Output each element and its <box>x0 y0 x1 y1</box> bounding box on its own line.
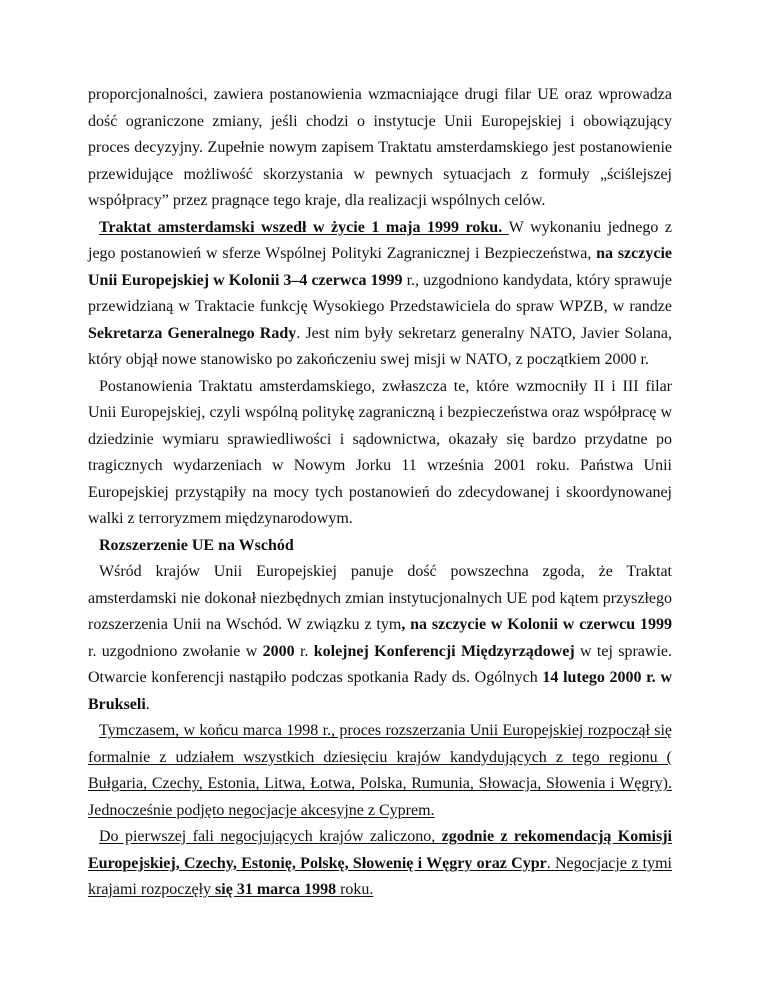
text-segment: 14 lutego 2000 r. w Brukseli <box>88 669 672 713</box>
text-segment: proporcjonalności, zawiera postanowienia wzmacniające drugi filar UE oraz wprowadza dość ograniczone zmiany, jeśli chodzi o instytucje Unii Europejskiej i obowiązujący proces decyzyjny. Zupełnie nowym zapisem Traktatu amsterdamskiego jest postanowienie przewidujące możliwość skorzystania w pewnych sytuacjach z formuły „ściślejszej współpracy” przez pragnące tego kraje, dla realizacji wspólnych celów. <box>88 86 672 209</box>
paragraph-provisions <box>88 374 672 533</box>
text-segment: r. uzgodniono zwołanie w <box>88 642 263 660</box>
text-segment: Do pierwszej fali negocjujących krajów zaliczono, <box>99 828 442 845</box>
text-segment: Sekretarza Generalnego Rady <box>88 324 297 342</box>
text-segment: na szczycie Unii Europejskiej w Kolonii 3–4 czerwca 1999 <box>88 245 673 289</box>
text-segment: r. <box>294 642 314 660</box>
text-segment: 2000 <box>262 642 295 660</box>
text-segment: zgodnie z rekomendacją Komisji Europejskiej, Czechy, Estonię, Polskę, Słowenię i Węgry oraz Cypr <box>88 828 672 872</box>
text-segment: . <box>145 695 150 713</box>
document-body <box>88 82 672 904</box>
text-segment: Postanowienia Traktatu amsterdamskiego, zwłaszcza te, które wzmocniły II i III filar Unii Europejskiej, czyli wspólną politykę zagraniczną i bezpieczeństwa oraz współpracę w dziedzinie wymiaru sprawiedliwości i sądownictwa, okazały się bardzo przydatne po tragicznych wydarzeniach w Nowym Jorku 11 września 2001 roku. Państwa Unii Europejskiej przystąpiły na mocy tych postanowień do zdecydowanej i skoordynowanej walki z terroryzmem międzynarodowym. <box>88 377 672 527</box>
text-segment: w tej sprawie. Otwarcie konferencji nastąpiło podczas spotkania Rady ds. Ogólnych <box>88 642 673 686</box>
paragraph-consensus <box>88 559 672 718</box>
text-segment: roku. <box>336 881 374 898</box>
paragraph-intro-continuation <box>88 82 672 215</box>
text-segment: Traktat amsterdamski wszedł w życie 1 maja 1999 roku. <box>99 218 509 236</box>
paragraph-first-wave <box>88 824 672 904</box>
text-segment: r., uzgodniono kandydata, który sprawuje przewidzianą w Traktacie funkcję Wysokiego Przedstawiciela do spraw WPZB, w randze <box>88 271 672 315</box>
text-segment: Wśród krajów Unii Europejskiej panuje dość powszechna zgoda, że Traktat amsterdamski nie dokonał niezbędnych zmian instytucjonalnych UE pod kątem przyszłego rozszerzenia Unii na Wschód. W związku z tym <box>88 563 672 633</box>
text-segment: W wykonaniu jednego z jego postanowień w sferze Wspólnej Polityki Zagranicznej i Bezpieczeństwa, <box>88 218 673 262</box>
section-heading: Rozszerzenie UE na Wschód <box>99 536 294 554</box>
paragraph-enlargement-process <box>88 718 672 824</box>
text-segment: , na szczycie w Kolonii w czerwcu 1999 <box>401 616 672 633</box>
text-segment: się 31 marca 1998 <box>215 881 337 898</box>
paragraph-group-after-heading <box>88 559 672 904</box>
text-segment: Tymczasem, w końcu marca 1998 r., proces rozszerzania Unii Europejskiej rozpoczął się formalnie z udziałem wszystkich dziesięciu krajów kandydujących z tego regionu ( Bułgaria, Czechy, Estonia, Litwa, Łotwa, Polska, Rumunia, Słowacja, Słowenia i Węgry). Jednocześnie podjęto negocjacje akcesyjne z Cyprem. <box>88 722 672 819</box>
paragraph-entry-into-force <box>88 215 672 374</box>
text-segment: . Jest nim były sekretarz generalny NATO, Javier Solana, który objął nowe stanowisko po zakończeniu swej misji w NATO, z początkiem 2000 r. <box>88 324 673 368</box>
paragraph-group-before-heading <box>88 82 672 533</box>
text-segment: kolejnej Konferencji Międzyrządowej <box>313 642 575 660</box>
text-segment: . Negocjacje z tymi krajami rozpoczęły <box>88 854 673 898</box>
